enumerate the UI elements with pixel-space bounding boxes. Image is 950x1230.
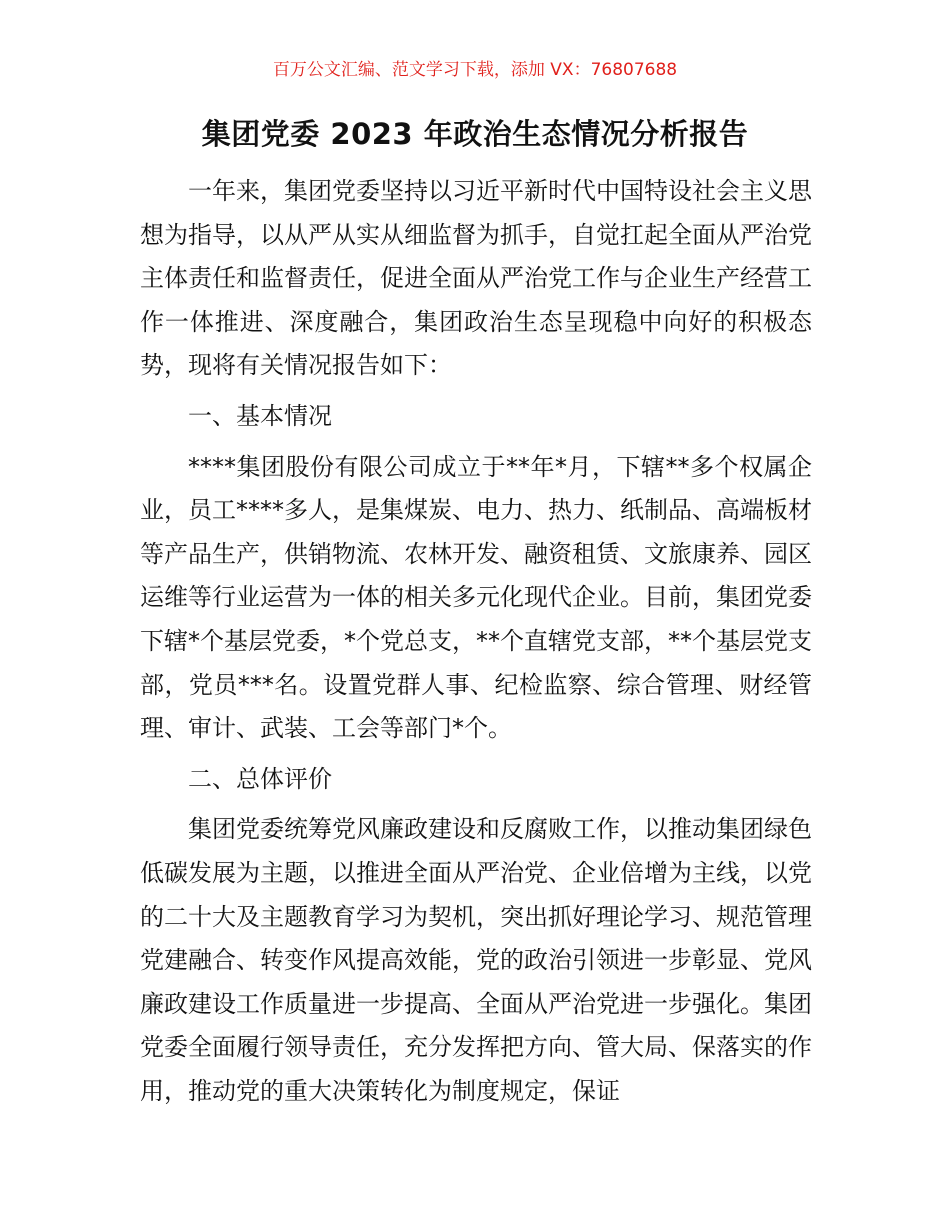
intro-paragraph: 一年来，集团党委坚持以习近平新时代中国特设社会主义思想为指导，以从严从实从细监督为抓手，自觉扛起全面从严治党主体责任和监督责任，促进全面从严治党工作与企业生产经营工作一体推进、深度融合，集团政治生态呈现稳中向好的积极态势，现将有关情况报告如下： (140, 177, 812, 380)
basic-situation-paragraph: ****集团股份有限公司成立于**年*月，下辖**多个权属企业，员工****多人，是集煤炭、电力、热力、纸制品、高端板材等产品生产，供销物流、农林开发、融资租赁、文旅康养、园区运维等行业运营为一体的相关多元化现代企业。目前，集团党委下辖*个基层党委，*个党总支，**个直辖党支部，**个基层党支部，党员***名。设置党群人事、纪检监察、综合管理、财经管理、审计、武装、工会等部门*个。 (140, 452, 812, 743)
overall-evaluation-paragraph: 集团党委统筹党风廉政建设和反腐败工作，以推动集团绿色低碳发展为主题，以推进全面从严治党、企业倍增为主线，以党的二十大及主题教育学习为契机，突出抓好理论学习、规范管理党建融合、转变作风提高效能，党的政治引领进一步彰显、党风廉政建设工作质量进一步提高、全面从严治党进一步强化。集团党委全面履行领导责任，充分发挥把方向、管大局、保落实的作用，推动党的重大决策转化为制度规定，保证 (140, 815, 812, 1105)
document-title: 集团党委 2023 年政治生态情况分析报告 (201, 117, 749, 151)
section-heading-overall-evaluation: 二、总体评价 (188, 764, 332, 793)
spacer (140, 439, 812, 446)
spacer (140, 388, 812, 395)
spacer (140, 751, 812, 758)
spacer (140, 801, 812, 808)
document-body (140, 170, 812, 1113)
watermark-text: 百万公文汇编、范文学习下载，添加 VX：76807688 (272, 60, 678, 80)
section-heading-basic-situation: 一、基本情况 (188, 401, 332, 430)
